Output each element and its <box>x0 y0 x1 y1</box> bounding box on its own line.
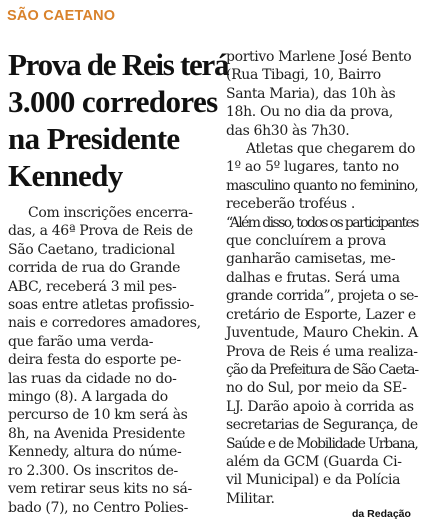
body-line: Prova de Reis é uma realiza- <box>226 343 418 360</box>
headline <box>8 46 228 194</box>
body-line: das, a 46ª Prova de Reis de <box>8 223 193 240</box>
body-line: Santa Maria), das 10h às <box>226 85 396 102</box>
body-line: 8h, na Avenida Presidente <box>8 425 186 442</box>
body-line: que concluírem a prova <box>226 233 386 250</box>
body-line: secretarias de Segurança, de <box>226 417 418 434</box>
headline-line: Prova de Reis terá <box>8 47 229 82</box>
body-line: Atletas que chegarem do <box>246 141 416 158</box>
headline-line: 3.000 corredores <box>8 84 218 119</box>
headline-line: na Presidente <box>8 121 180 156</box>
body-line: ganharão camisetas, me- <box>226 251 396 268</box>
body-line: 18h. Ou no dia da prova, <box>226 104 393 121</box>
body-line: grande corrida”, projeta o se- <box>226 288 418 305</box>
body-line: vil Municipal) e da Polícia <box>226 472 401 489</box>
body-line: ABC, receberá 3 mil pes- <box>8 278 177 295</box>
body-line: las ruas da cidade no do- <box>8 370 177 387</box>
body-line: masculino quanto no feminino, <box>226 177 418 194</box>
byline-credit: da Redação <box>352 508 411 520</box>
body-line: (Rua Tibagi, 10, Bairro <box>226 67 381 84</box>
body-line: corrida de rua do Grande <box>8 260 181 277</box>
body-line: Com inscrições encerra- <box>28 205 193 221</box>
body-line: além da GCM (Guarda Ci- <box>226 453 402 470</box>
body-line: ção da Prefeitura de São Caeta- <box>226 361 419 378</box>
body-line: mingo (8). A largada do <box>8 389 168 406</box>
body-line: Saúde e de Mobilidade Urbana, <box>226 435 418 452</box>
body-line: cretário de Esporte, Lazer e <box>226 306 416 323</box>
body-line: soas entre atletas profissio- <box>8 297 194 314</box>
body-line: percurso de 10 km será às <box>8 407 188 424</box>
body-line: LJ. Darão apoio à corrida as <box>226 398 414 415</box>
section-label: SÃO CAETANO <box>7 8 116 24</box>
body-line: Militar. <box>226 490 275 507</box>
body-line: ro 2.300. Os inscritos de- <box>8 462 178 479</box>
body-line: São Caetano, tradicional <box>8 241 175 258</box>
body-line: “Além disso, todos os participantes <box>226 214 418 231</box>
body-line: receberão troféus . <box>226 196 355 213</box>
body-line: deira festa do esporte pe- <box>8 352 181 369</box>
body-line: vem retirar seus kits no sá- <box>8 481 192 498</box>
body-line: dalhas e frutas. Será uma <box>226 269 400 286</box>
body-line: Kennedy, altura do núme- <box>8 444 182 461</box>
headline-line: Kennedy <box>8 158 123 193</box>
body-line: portivo Marlene José Bento <box>226 49 412 65</box>
article-column-left <box>8 204 220 517</box>
body-line: 1º ao 5º lugares, tanto no <box>226 159 399 176</box>
article-column-right <box>226 48 418 508</box>
body-line: que farão uma verda- <box>8 333 154 350</box>
body-line: nais e corredores amadores, <box>8 315 201 332</box>
body-line: no do Sul, por meio da SE- <box>226 380 407 397</box>
body-line: Juventude, Mauro Chekin. A <box>226 325 418 342</box>
body-line: bado (7), no Centro Polies- <box>8 499 188 516</box>
body-line: das 6h30 às 7h30. <box>226 122 350 139</box>
